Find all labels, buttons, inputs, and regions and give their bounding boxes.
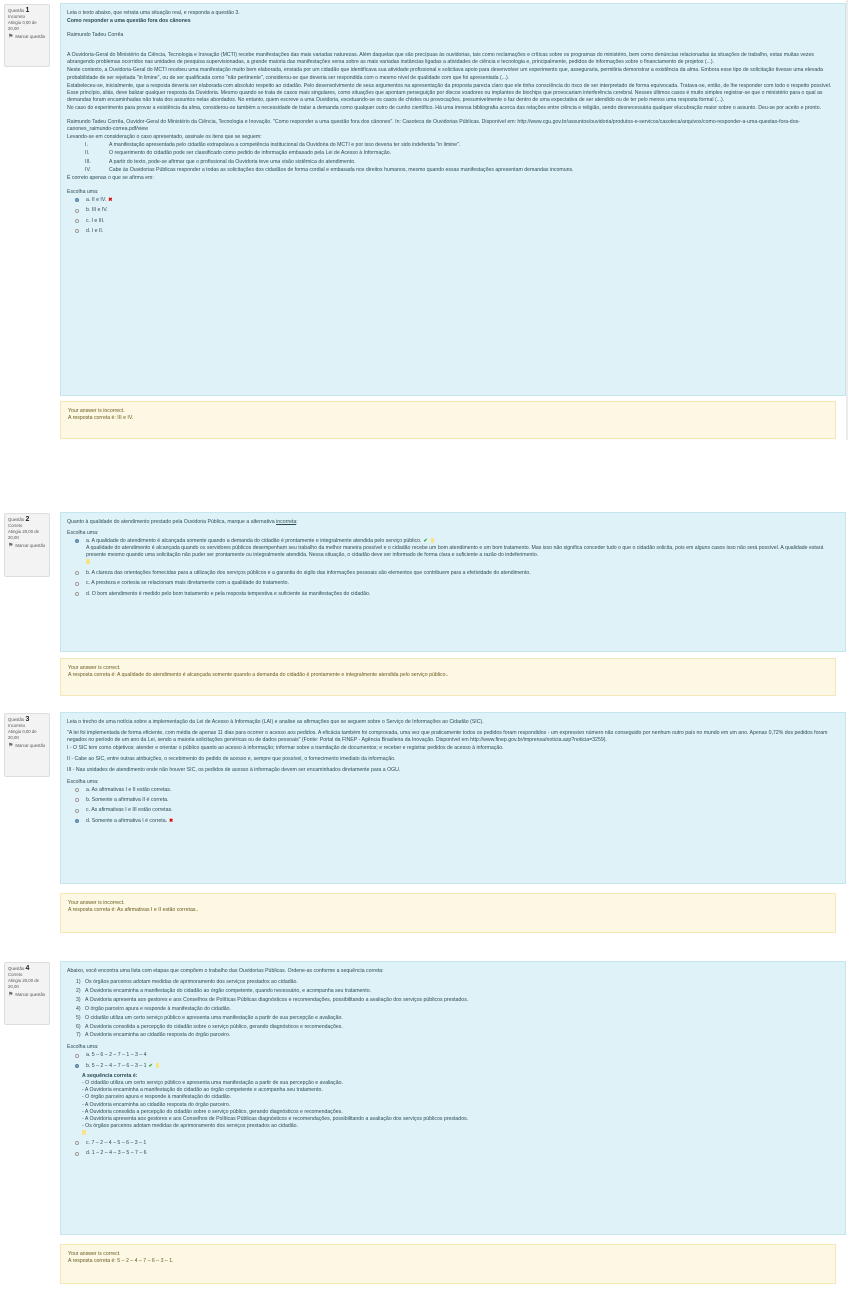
question-score: Atingiu 20,00 de 20,00 (8, 529, 40, 540)
question-text: É correto apenas o que se afirma em: (67, 174, 154, 181)
outcome-status: Your answer is incorrect. (68, 900, 125, 906)
question-number: Questão 1 (8, 7, 30, 14)
radio-selected[interactable] (75, 539, 79, 543)
text-paragraph: Estabeleceu-se, inicialmente, que a resposta deveria ser elaborada com absoluto respeito ao cidadão. Pelo desenvolvimento de seus argumentos na apresentação da proposta parecia claro que ele tinha consciência do risco de ser interpretado de forma equivocada. Tratava-se, então, de lhe responder com todo o respeito possível. Esse princípio, aliás, deve balizar qualquer resposta da Ouvidoria. Mesmo quando se trata de casos mais singulares, como situações que apontam perseguição por discos voadores ou implantes de biochips que provocariam interferência cerebral. Nesses últimos casos é muito simples registrar-se que o ministério para o qual as demandas foram encaminhadas não trata dos assuntos nelas abordados. No entanto, quem escreve a uma Ouvidoria, excetuando-se os casos de chistes ou provocações, presumivelmente o faz dentro de uma expectativa de ser atendido ou de ter pelo menos uma resposta formal (...). (67, 82, 832, 103)
flag-icon: ⚑ (8, 543, 14, 549)
statement-item: III. A partir do texto, pode-se afirmar que o profissional da Ouvidoria teve uma visão sistêmica do atendimento. (85, 158, 356, 165)
text-reference: Raimundo Tadeu Corrêa, Ouvidor-Geral do Ministério da Ciência, Tecnologia e Inovação. "Como responder a uma questão fora dos cânones". In: Casoteca de Ouvidorias Públicas. Disponível em: http://www.cgu.gov.br/assuntos/ouvidoria/produtos-e-servicos/casoteca/arquivos/como-responder-a-uma-questao-fora-dos-canones_raimundo-correa.pdf/view (67, 119, 800, 133)
question-content-3 (60, 712, 846, 884)
radio[interactable] (75, 571, 79, 575)
correct-answer: A resposta correta é: As afirmativas I e II estão corretas.. (68, 907, 199, 914)
question-status: Correto (8, 523, 23, 528)
choose-one-label: Escolha uma: (67, 778, 99, 785)
statement-item: III - Nas unidades de atendimento onde não houver SIC, os pedidos de acesso à informação devem ser encaminhados diretamente para a OGU. (67, 767, 401, 774)
radio[interactable] (75, 798, 79, 802)
scrollbar-track[interactable] (846, 0, 848, 440)
flag-question-button[interactable]: ⚑ Marcar questão (8, 34, 46, 40)
step-item: 3) A Ouvidoria apresenta aos gestores e aos Conselhos de Políticas Públicas diagnósticos e recomendações, possibilitando a avaliação dos serviços públicos prestados. (76, 996, 469, 1003)
radio[interactable] (75, 229, 79, 233)
feedback-icon (86, 559, 90, 564)
question-prompt: Abaixo, você encontra uma lista com etapas que compõem o trabalho das Ouvidorias Públicas. Ordene-as conforme a sequência correta: (67, 968, 384, 974)
flag-icon: ⚑ (8, 992, 14, 998)
answer-option-b[interactable]: b. 5 – 2 – 4 – 7 – 6 – 3 – 1 ✔ (67, 1063, 839, 1070)
question-content-1 (60, 3, 846, 396)
answer-option-b[interactable]: b. III e IV. (67, 207, 839, 214)
incorrect-icon: ✖ (169, 817, 174, 824)
correct-icon: ✔ (148, 1062, 153, 1069)
answer-option-d[interactable]: d. O bom atendimento é medido pelo bom tratamento e pela resposta tempestiva e suficiente às manifestações do cidadão. (67, 591, 839, 598)
step-item: 5) O cidadão utiliza um certo serviço público e apresenta uma manifestação a partir de sua percepção e avaliação. (76, 1014, 343, 1021)
step-item: 4) O órgão parceiro apura e responde à manifestação do cidadão. (76, 1005, 231, 1012)
text-paragraph: No caso do experimento para provar a existência da alma, considerou-se também a necessidade de tratar a demanda como qualquer outro de cunho científico. Há uma imensa bibliografia acerca das relações entre ciência e religião, sendo desnecessária qualquer elucubração maior sobre o assunto. Deu-se por aceito e pronto. (67, 104, 822, 111)
step-item: 2) A Ouvidoria encaminha a manifestação do cidadão ao órgão competente, quando necessário, e acompanha seu tratamento. (76, 987, 372, 994)
answer-option-d[interactable]: d. I e II. (67, 228, 839, 235)
radio[interactable] (75, 209, 79, 213)
radio-selected[interactable] (75, 819, 79, 823)
radio[interactable] (75, 1054, 79, 1058)
text-author: Raimundo Tadeu Corrêa (67, 32, 124, 39)
feedback-icon (82, 1130, 86, 1135)
radio[interactable] (75, 788, 79, 792)
outcome-box-1 (60, 401, 836, 439)
outcome-box-2 (60, 658, 836, 696)
news-quote: "A lei foi implementada de forma eficiente, com média de apenas 11 dias para ocorrer o acesso aos pedidos. A eficácia também foi comprovada, uma vez que praticamente todos os pedidos foram respondidos - um expressivo número não conseguido por nenhum outro país no mundo em um ano. Apenas 0,72% dos pedidos foram negados no período de um ano da Lei, sendo a maioria solicitações genéricas ou de dados pessoais" (Fonte: Portal da FINEP - Agência Brasileira da Inovação. Disponível em http://www.finep.gov.br/imprensa/noticia.asp?noticia=3259). (67, 730, 828, 744)
question-score: Atingiu 20,00 de 20,00 (8, 978, 40, 989)
radio-selected[interactable] (75, 198, 79, 202)
statement-item: I. A manifestação apresentada pelo cidadão extrapolava a competência institucional da Ouvidoria do MCTI e por isso deveria ter sido indeferida "in limine". (85, 142, 461, 149)
correct-answer: A resposta correta é: III e IV. (68, 415, 134, 422)
outcome-box-3 (60, 893, 836, 933)
question-prompt: Leia o trecho de uma notícia sobre a implementação da Lei de Acesso à Informação (LAI) e analise as afirmações que se seguem sobre o Serviço de Informações ao Cidadão (SIC). (67, 719, 484, 725)
outcome-box-4 (60, 1244, 836, 1284)
answer-option-b[interactable]: b. Somente a afirmativa II é correta. (67, 797, 839, 804)
answer-option-a[interactable]: a. II e IV. ✖ (67, 197, 839, 204)
question-lead: Levando-se em consideração o caso apresentado, assinale os itens que se seguem: (67, 134, 262, 141)
statement-item: IV. Cabe às Ouvidorias Públicas responder a todas as solicitações dos cidadãos de forma cordial e embasada nos direitos humanos, mesmo quando essas manifestações apresentam demandas incomuns. (85, 166, 574, 173)
question-number: Questão 3 (8, 716, 30, 723)
statement-item: I - O SIC tem como objetivos: atender e orientar o público quanto ao acesso à informação; informar sobre a tramitação de documentos; e receber e registrar pedidos de acesso à informação. (67, 745, 504, 752)
feedback-icon (431, 538, 435, 543)
radio[interactable] (75, 582, 79, 586)
question-info-2 (4, 513, 50, 577)
question-status: Correto (8, 972, 23, 977)
radio[interactable] (75, 1141, 79, 1145)
outcome-status: Your answer is correct. (68, 665, 121, 671)
answer-option-c[interactable]: c. I e III. (67, 218, 839, 225)
flag-question-button[interactable]: ⚑ Marcar questão (8, 543, 46, 549)
outcome-status: Your answer is incorrect. (68, 408, 125, 414)
answer-option-b[interactable]: b. A clareza das orientações fornecidas para a utilização dos serviços públicos e a garantia do sigilo das informações pessoais são elementos que contribuem para a efetividade do atendimento. (67, 570, 839, 577)
step-item: 6) A Ouvidoria consolida a percepção do cidadão sobre o serviço público, gerando diagnósticos e recomendações. (76, 1023, 343, 1030)
question-info-1 (4, 4, 50, 67)
option-feedback: A sequência correta é: - O cidadão utiliza um certo serviço público e apresenta uma manifestação a partir de sua percepção e avaliação. - A Ouvidoria encaminha a manifestação do cidadão ao órgão competente e acompanha seu tratamento. - O órgão parceiro apura e responde à manifestação do cidadão. - A Ouvidoria encaminha ao cidadão resposta do órgão parceiro. - A Ouvidoria consolida a percepção do cidadão sobre o serviço público, gerando diagnósticos e recomendações. - A Ouvidoria apresenta aos gestores e aos Conselhos de Políticas Públicas diagnósticos e recomendações, possibilitando a avaliação dos serviços públicos prestados. - Os órgãos parceiros adotam medidas de aprimoramento dos serviços prestados ao cidadão. (67, 1073, 839, 1137)
answer-option-d[interactable]: d. Somente a afirmativa I é correta. ✖ (67, 818, 839, 825)
correct-icon: ✔ (423, 538, 428, 545)
outcome-status: Your answer is correct. (68, 1251, 121, 1257)
question-prompt: Leia o texto abaixo, que retrata uma situação real, e responda a questão 3. (67, 10, 240, 16)
statement-item: II. O requerimento do cidadão pode ser classificado como pedido de informação embasado pela Lei de Acesso à Informação. (85, 150, 392, 157)
choose-one-label: Escolha uma: (67, 188, 99, 195)
question-number: Questão 4 (8, 965, 30, 972)
answer-option-a[interactable]: a. As afirmativas I e II estão corretas. (67, 787, 839, 794)
text-title: Como responder a uma questão fora dos cânones (67, 18, 191, 25)
answer-option-c[interactable]: c. As afirmativas I e III estão corretas. (67, 807, 839, 814)
feedback-icon (156, 1063, 160, 1068)
question-info-3 (4, 713, 50, 777)
choose-one-label: Escolha uma: (67, 530, 99, 537)
question-status: Incorreto (8, 723, 25, 728)
radio[interactable] (75, 219, 79, 223)
correct-answer: A resposta correta é: A qualidade do atendimento é alcançada somente quando a demanda do cidadão é prontamente e integralmente atendida pelo serviço público.. (68, 672, 449, 679)
question-prompt: Quanto à qualidade do atendimento prestado pela Ouvidoria Pública, marque a alternativa incorreta: (67, 519, 298, 525)
flag-question-button[interactable]: ⚑ Marcar questão (8, 743, 46, 749)
flag-icon: ⚑ (8, 34, 14, 40)
correct-answer: A resposta correta é: 5 – 2 – 4 – 7 – 6 – 3 – 1. (68, 1258, 174, 1265)
radio[interactable] (75, 592, 79, 596)
flag-icon: ⚑ (8, 743, 14, 749)
text-paragraph: Neste contexto, a Ouvidoria-Geral do MCTI recebeu uma manifestação muito bem elaborada, enviada por um cidadão que identificava sua atividade profissional e solicitava apoio para desenvolver um experimento que, asseguraria, permitiria demonstrar a existência da alma. Embora esse tipo de solicitação tivesse uma elevada probabilidade de ser rejeitada "in limine", ou de ser qualificada como "não pertinente", considerou-se que deveria ser respondida com o mesmo nível de qualidade com que foi apresentada (...). (67, 67, 824, 81)
answer-option-c[interactable]: c. A presteza e cortesia se relacionam mais diretamente com a qualidade do tratamento. (67, 580, 839, 587)
question-info-4 (4, 962, 50, 1025)
flag-question-button[interactable]: ⚑ Marcar questão (8, 992, 46, 998)
answer-option-c[interactable]: c. 7 – 2 – 4 – 5 – 6 – 3 – 1 (67, 1140, 839, 1147)
answer-option-d[interactable]: d. 1 – 2 – 4 – 3 – 5 – 7 – 6 (67, 1150, 839, 1157)
radio-selected[interactable] (75, 1064, 79, 1068)
radio[interactable] (75, 1152, 79, 1156)
question-status: Incorreto (8, 14, 25, 19)
text-paragraph: A Ouvidoria-Geral do Ministério da Ciência, Tecnologia e Inovação (MCTI) recebe manifestações das mais variadas naturezas. Além daquelas que são precípuas às ouvidorias, tais como reclamações e críticas sobre os programas do ministério, bem como denúncias relacionadas às situações de trabalho, estas muitas vezes abrangendo problemas ocorridos nas unidades de pesquisa supervisionadas, a grande maioria das manifestações versa sobre as mais variadas instâncias ligadas a atividades de ciência e tecnologia e, principalmente, pedidos de informações sobre o financiamento de projetos (...). (67, 52, 814, 66)
radio[interactable] (75, 809, 79, 813)
answer-option-a[interactable]: a. 5 – 6 – 2 – 7 – 1 – 3 – 4 (67, 1052, 839, 1059)
step-item: 1) Os órgãos parceiros adotam medidas de aprimoramento dos serviços prestados ao cidadão. (76, 979, 298, 986)
step-item: 7) A Ouvidoria encaminha ao cidadão resposta do órgão parceiro. (76, 1032, 231, 1039)
question-content-4 (60, 961, 846, 1235)
question-number: Questão 2 (8, 516, 30, 523)
question-score: Atingiu 0,00 de 20,00 (8, 729, 37, 740)
answer-option-a[interactable]: a. A qualidade do atendimento é alcançada somente quando a demanda do cidadão é prontamente e integralmente atendida pelo serviço público. ✔ A qualidade do atendimento é alcançada quando os servidores públicos desempenham seu trabalho da melhor maneira possível e o cidadão recebe um bom atendimento e um bom tratamento. Mas isso não significa conceder tudo o que o cidadão solicita, pois em alguns casos isso não será possível. A qualidade estará presente mesmo quando uma solicitação não puder ser prontamente ou integralmente atendida. Nessa situação, o cidadão deve ser informado de forma clara e suficiente a razão do indeferimento. (67, 538, 839, 566)
choose-one-label: Escolha uma: (67, 1044, 99, 1051)
statement-item: II - Cabe ao SIC, entre outras atribuições, o recebimento do pedido de acesso e, sempre que possível, o fornecimento imediato da informação. (67, 756, 396, 763)
option-feedback: A qualidade do atendimento é alcançada quando os servidores públicos desempenham seu trabalho da melhor maneira possível e o cidadão recebe um bom atendimento e um bom tratamento. Mas isso não significa conceder tudo o que o cidadão solicita, pois em alguns casos isso não será possível. A qualidade estará presente mesmo quando uma solicitação não puder ser prontamente ou integralmente atendida. Nessa situação, o cidadão deve ser informado de forma clara e suficiente a razão do indeferimento. (86, 545, 824, 559)
question-score: Atingiu 0,00 de 20,00 (8, 20, 37, 31)
incorrect-icon: ✖ (108, 196, 113, 203)
question-content-2 (60, 512, 846, 652)
